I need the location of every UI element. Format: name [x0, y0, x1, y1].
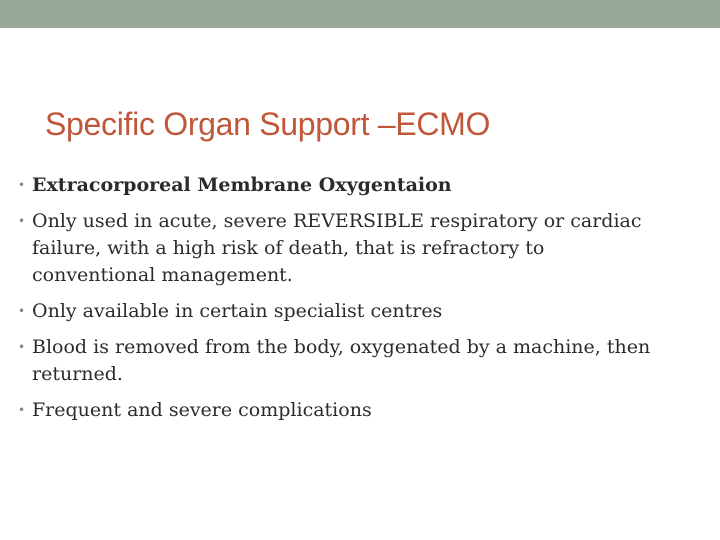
- top-accent-bar: [0, 0, 720, 28]
- bullet-item: [18, 172, 668, 199]
- bullet-text: Frequent and severe complications: [32, 399, 372, 421]
- bullet-dot-icon: •: [18, 304, 26, 318]
- bullet-text: Only used in acute, severe REVERSIBLE respiratory or cardiac failure, with a high risk of death, that is refractory to conventional management.: [32, 210, 642, 286]
- bullet-item: [18, 298, 668, 325]
- bullet-item: [18, 397, 668, 424]
- slide-title: Specific Organ Support –ECMO: [45, 106, 491, 142]
- bullet-item: [18, 334, 668, 388]
- bullet-dot-icon: •: [18, 403, 26, 417]
- bullet-item: [18, 208, 668, 289]
- bullet-list: [18, 172, 668, 433]
- bullet-dot-icon: •: [18, 340, 26, 354]
- bullet-text: Extracorporeal Membrane Oxygentaion: [32, 174, 452, 196]
- bullet-text: Only available in certain specialist centres: [32, 300, 443, 322]
- bullet-dot-icon: •: [18, 214, 26, 228]
- bullet-text: Blood is removed from the body, oxygenated by a machine, then returned.: [32, 336, 651, 385]
- bullet-dot-icon: •: [18, 178, 26, 192]
